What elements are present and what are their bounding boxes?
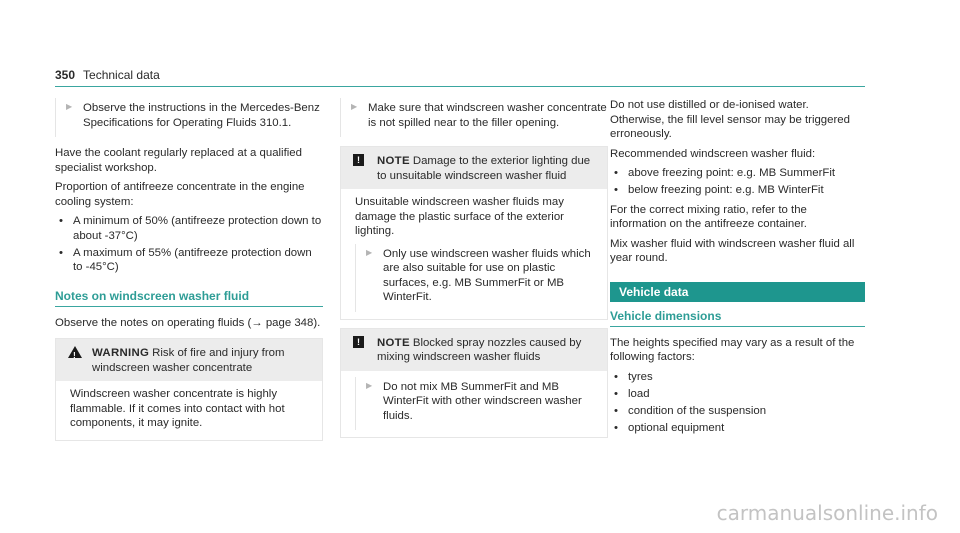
warning-headline: Risk of fire and injury from windscreen washer concentrate [92, 347, 285, 374]
note-headline: Blocked spray nozzles caused by mixing windscreen washer fluids [377, 336, 582, 363]
play-arrow-icon: ▶ [351, 102, 358, 111]
instruction-step [340, 98, 608, 137]
bullet-list [610, 370, 865, 436]
play-arrow-icon: ▶ [366, 380, 373, 390]
note-label: NOTE [377, 336, 410, 349]
note-header [341, 147, 607, 189]
warning-text: Windscreen washer concentrate is highly flammable. If it comes into contact with hot components, it may ignite. [70, 388, 285, 429]
bullet-icon: • [614, 184, 618, 196]
bullet-icon: • [614, 167, 618, 179]
note-body [341, 189, 607, 319]
note-box [340, 328, 608, 439]
note-box [340, 146, 608, 320]
bullet-icon: • [614, 370, 618, 383]
paragraph: Mix washer fluid with windscreen washer fluid all year round. [610, 237, 855, 264]
list-item: • A minimum of 50% (antifreeze protection down to about -37°C) [59, 215, 322, 242]
list-item: • below freezing point: e.g. MB WinterFit [614, 184, 824, 196]
list-item: • condition of the suspension [614, 404, 767, 417]
paragraph: Proportion of antifreeze concentrate in the engine cooling system: [55, 181, 305, 208]
list-item: • A maximum of 55% (antifreeze protection down to -45°C) [59, 246, 312, 273]
bullet-icon: • [614, 421, 618, 434]
instruction-step [355, 377, 599, 431]
section-banner: Vehicle data [610, 282, 865, 302]
play-arrow-icon: ▶ [366, 247, 373, 257]
column-1 [55, 98, 323, 447]
instruction-text: Do not mix MB SummerFit and MB WinterFit with other windscreen washer fluids. [383, 380, 582, 422]
instruction-step [355, 244, 599, 312]
instruction-text: Make sure that windscreen washer concentrate is not spilled near to the filler opening. [368, 102, 607, 129]
warning-body [56, 381, 322, 440]
instruction-text: Only use windscreen washer fluids which are also suitable for use on plastic surfaces, e.g. MB SummerFit or MB WinterFit. [383, 247, 591, 303]
warning-triangle-icon: ! [68, 346, 82, 358]
section-name: Technical data [83, 68, 160, 82]
instruction-step [55, 98, 323, 137]
note-headline: Damage to the exterior lighting due to unsuitable windscreen washer fluid [377, 155, 591, 182]
note-exclamation-icon: ! [353, 336, 364, 348]
column-2 [340, 98, 608, 444]
instruction-text: Observe the instructions in the Mercedes-Benz Specifications for Operating Fluids 310.1. [83, 102, 320, 129]
paragraph: Have the coolant regularly replaced at a qualified specialist workshop. [55, 147, 302, 174]
paragraph: Recommended windscreen washer fluid: [610, 147, 816, 160]
list-item: • tyres [614, 370, 653, 383]
bullet-icon: • [59, 215, 63, 227]
bullet-icon: • [614, 387, 618, 400]
subsection-title: Vehicle dimensions [610, 309, 865, 327]
note-exclamation-icon: ! [353, 154, 364, 166]
note-label: NOTE [377, 155, 410, 167]
bullet-list [55, 214, 323, 275]
watermark: carmanualsonline.info [716, 501, 938, 525]
page-number: 350 [55, 68, 76, 82]
note-header [341, 329, 607, 371]
play-arrow-icon: ▶ [66, 102, 73, 111]
paragraph: Observe the notes on operating fluids (→ page 348). [55, 316, 321, 329]
bullet-icon: • [614, 404, 618, 417]
note-text: Unsuitable windscreen washer fluids may damage the plastic surface of the exterior lighting. [355, 196, 564, 237]
paragraph: Do not use distilled or de-ionised water. Otherwise, the fill level sensor may be triggered erroneously. [610, 99, 850, 140]
warning-label: WARNING [92, 347, 150, 359]
note-body [341, 371, 607, 438]
column-3 [610, 98, 865, 440]
header-rule [55, 86, 865, 87]
paragraph: The heights specified may vary as a result of the following factors: [610, 336, 855, 363]
section-title: Notes on windscreen washer fluid [55, 289, 323, 307]
list-item: • load [614, 387, 650, 400]
page-header [55, 68, 160, 82]
warning-box [55, 338, 323, 441]
paragraph: For the correct mixing ratio, refer to the information on the antifreeze container. [610, 203, 807, 230]
bullet-icon: • [59, 246, 63, 259]
warning-header [56, 339, 322, 381]
list-item: • optional equipment [614, 421, 725, 434]
list-item: • above freezing point: e.g. MB SummerFit [614, 167, 836, 179]
bullet-list [610, 166, 865, 198]
